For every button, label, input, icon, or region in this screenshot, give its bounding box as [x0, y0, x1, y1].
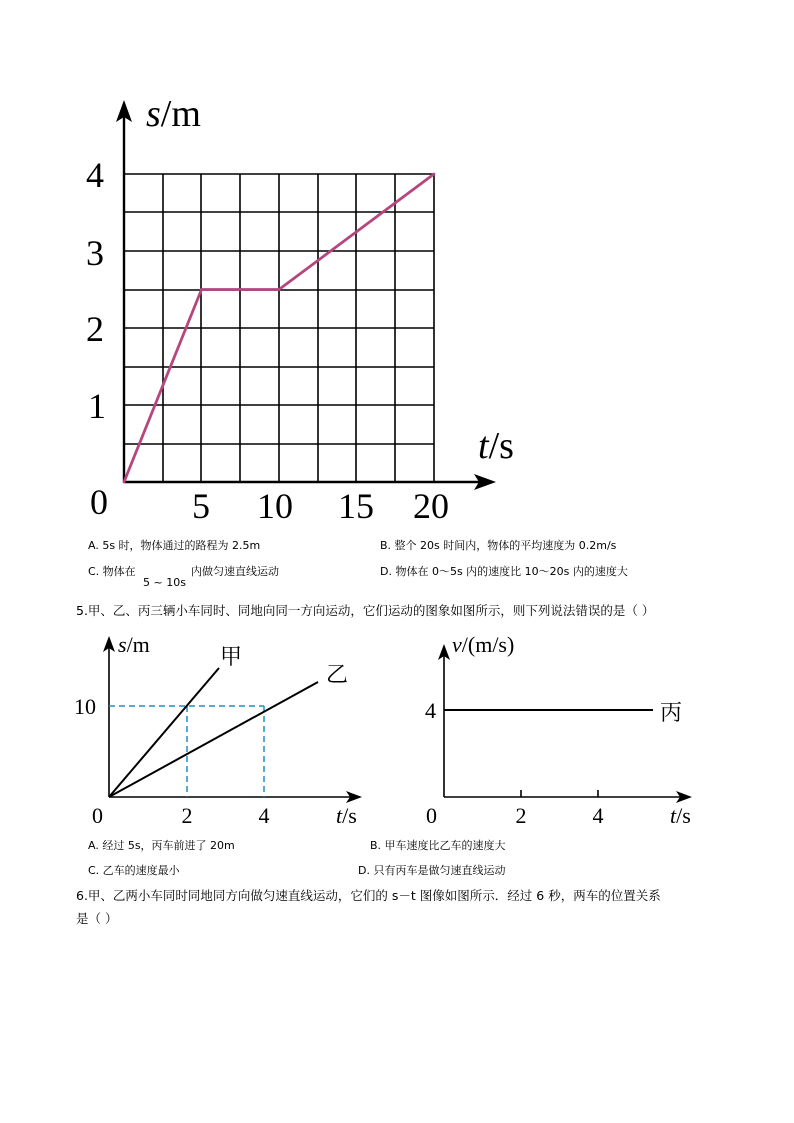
q4-option-d: D. 物体在 0～5s 内的速度比 10～20s 内的速度大 — [380, 565, 628, 578]
q5-left-y-tick: 10 — [74, 694, 96, 719]
figure1-x-tick: 15 — [338, 486, 374, 526]
q6-question-line1: 6.甲、乙两小车同时同地同方向做匀速直线运动，它们的 s－t 图像如图所示．经过 6 秒，两车的位置关系 — [76, 888, 661, 903]
q5-left-chart — [60, 628, 380, 833]
q4-option-a: A. 5s 时，物体通过的路程为 2.5m — [88, 539, 261, 552]
q5-right-axes — [444, 655, 682, 797]
q6-question-line2: 是（ ） — [76, 911, 118, 926]
q5-right-y-tick: 4 — [425, 698, 436, 723]
q5-left-y-label: s/m — [118, 632, 150, 657]
q5-option-b: B. 甲车速度比乙车的速度大 — [370, 839, 506, 852]
q5-right-x-tick: 2 — [515, 803, 527, 828]
figure1-y-tick: 2 — [86, 309, 104, 349]
q4-option-c-prefix: C. 物体在 — [88, 565, 136, 578]
q4-option-c-range: 5 ~ 10s — [143, 576, 186, 589]
figure1-data-point — [433, 173, 436, 176]
q5-option-a: A. 经过 5s，丙车前进了 20m — [88, 839, 235, 852]
figure1-data-point — [278, 288, 281, 291]
q5-question-text: 5.甲、乙、丙三辆小车同时、同地向同一方向运动，它们运动的图象如图所示，则下列说法错误的是（ ） — [76, 603, 655, 618]
q5-left-x-tick: 4 — [258, 803, 270, 828]
figure1-axes — [124, 112, 484, 482]
q5-right-x-label: t/s — [670, 803, 691, 828]
figure1-x-axis-label: t/s — [478, 425, 514, 467]
q5-left-x-label: t/s — [336, 803, 357, 828]
q5-right-chart — [410, 628, 710, 833]
figure1-y-tick: 4 — [86, 155, 104, 195]
q5-line-yi — [109, 682, 318, 797]
figure1-data-point — [200, 288, 203, 291]
q5-label-jia: 甲 — [220, 645, 243, 670]
figure1-st-graph — [0, 0, 794, 530]
q5-label-bing: 丙 — [660, 701, 683, 726]
q5-left-x-tick: 2 — [181, 803, 193, 828]
q5-left-origin: 0 — [92, 803, 103, 828]
q5-right-origin: 0 — [426, 803, 437, 828]
figure1-x-tick: 10 — [257, 486, 293, 526]
q5-label-yi: 乙 — [326, 663, 349, 688]
figure1-y-tick: 3 — [86, 233, 104, 273]
figure1-grid — [124, 174, 434, 482]
q4-option-b: B. 整个 20s 时间内，物体的平均速度为 0.2m/s — [380, 539, 617, 552]
figure1-origin: 0 — [90, 482, 108, 522]
figure1-data-point — [123, 481, 126, 484]
figure1-y-tick: 1 — [88, 386, 106, 426]
figure1-y-axis-label: s/m — [146, 93, 201, 135]
q5-option-d: D. 只有丙车是做匀速直线运动 — [358, 864, 506, 877]
figure1-x-tick: 5 — [192, 486, 210, 526]
q5-right-y-label: v/(m/s) — [452, 632, 515, 657]
figure1-x-tick: 20 — [413, 486, 449, 526]
q5-line-jia — [109, 668, 219, 797]
q5-right-x-tick: 4 — [592, 803, 604, 828]
q4-option-c-suffix: 内做匀速直线运动 — [191, 565, 279, 578]
q5-option-c: C. 乙车的速度最小 — [88, 864, 180, 877]
